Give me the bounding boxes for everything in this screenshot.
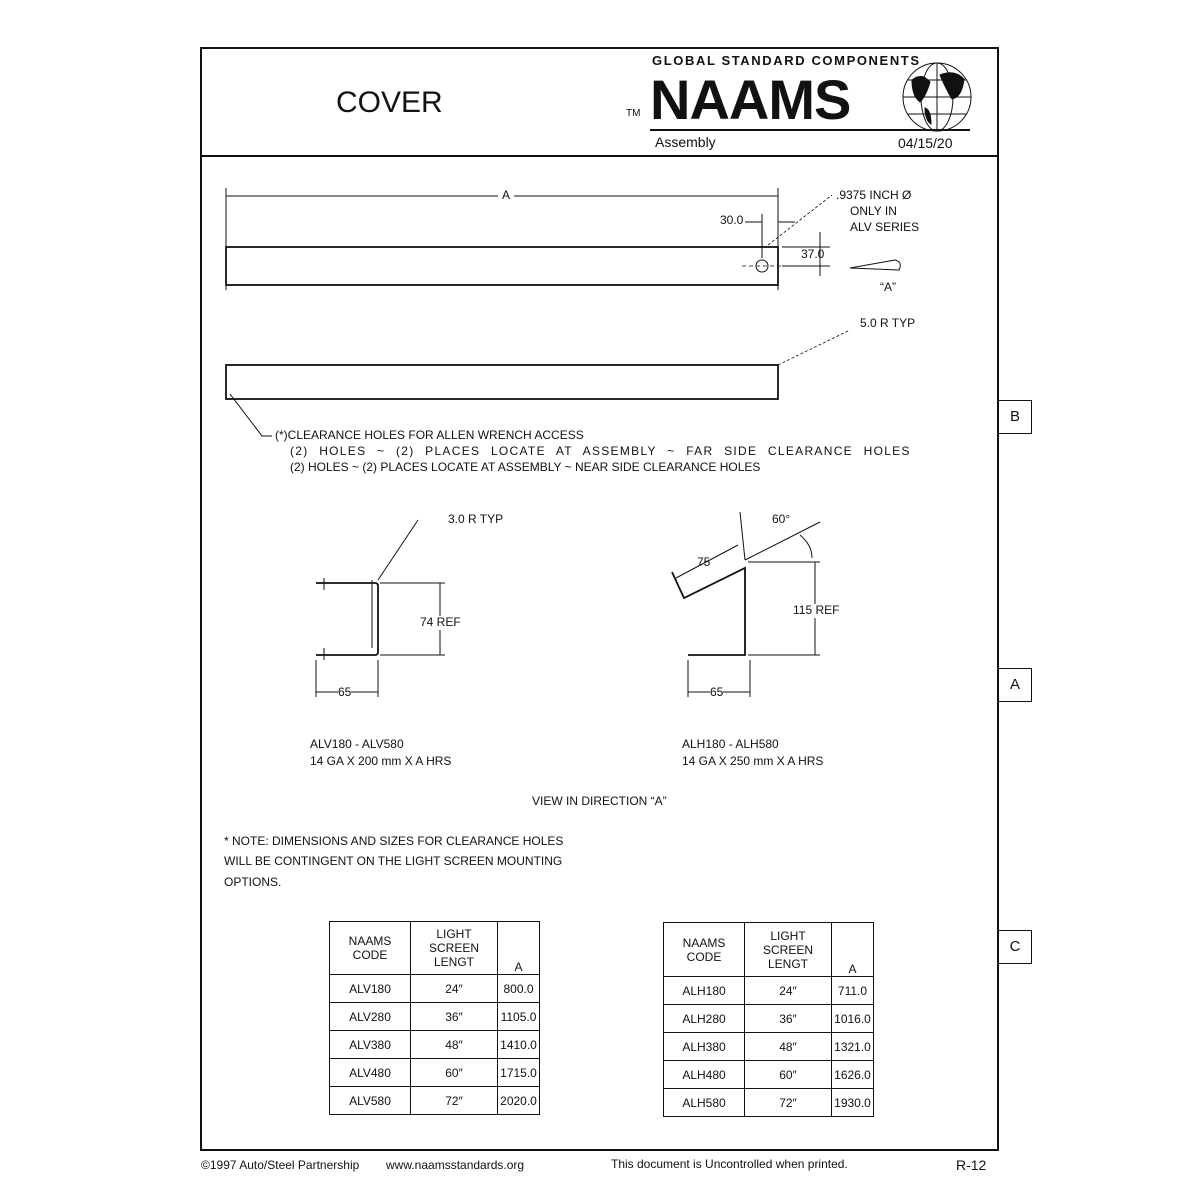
table-row [664,1033,874,1061]
header-a: A [832,923,874,977]
clearance-note-far: (2) HOLES ~ (2) PLACES LOCATE AT ASSEMBLY ~ FAR SIDE CLEARANCE HOLES [290,444,911,458]
length-cell: 72″ [411,1087,498,1115]
code-cell: ALV480 [330,1059,411,1087]
length-cell: 36″ [745,1005,832,1033]
a-cell: 1410.0 [498,1031,540,1059]
right-spec: 14 GA X 250 mm X A HRS [682,754,824,768]
clearance-note-near: (2) HOLES ~ (2) PLACES LOCATE AT ASSEMBLY ~ NEAR SIDE CLEARANCE HOLES [290,460,761,474]
trademark: TM [626,108,641,119]
a-cell: 711.0 [832,977,874,1005]
note-line-2: WILL BE CONTINGENT ON THE LIGHT SCREEN MOUNTING [224,854,563,868]
left-spec: 14 GA X 200 mm X A HRS [310,754,452,768]
a-cell: 2020.0 [498,1087,540,1115]
code-cell: ALH580 [664,1089,745,1117]
disclaimer: This document is Uncontrolled when printed. [611,1157,848,1171]
brand-logo: NAAMS [650,68,851,131]
length-cell: 60″ [411,1059,498,1087]
hole-note-2: ONLY IN [850,204,897,218]
table-row [330,1003,540,1031]
globe-icon [903,63,971,131]
hole-note-3: ALV SERIES [850,220,920,234]
header-code: NAAMS CODE [664,923,745,977]
category: Assembly [655,134,716,150]
length-cell: 24″ [411,975,498,1003]
header-length: LIGHT SCREEN LENGT [411,922,498,975]
a-cell: 1930.0 [832,1089,874,1117]
code-cell: ALV280 [330,1003,411,1031]
table-row [330,1031,540,1059]
left-radius: 3.0 R TYP [448,512,504,526]
dimension-30: 30.0 [720,213,744,227]
right-height: 115 REF [793,603,840,617]
page-number: R-12 [956,1157,987,1173]
brand-tagline: GLOBAL STANDARD COMPONENTS [652,53,921,68]
table-row [664,1061,874,1089]
left-width: 65 [338,685,352,699]
zone-marker-b: B [998,400,1032,434]
alv-table [329,921,540,1115]
dimension-a: A [498,189,514,203]
code-cell: ALV180 [330,975,411,1003]
right-width: 65 [710,685,724,699]
date: 04/15/20 [898,135,953,151]
a-cell: 1321.0 [832,1033,874,1061]
length-cell: 60″ [745,1061,832,1089]
table-row [330,1059,540,1087]
a-cell: 1626.0 [832,1061,874,1089]
right-series: ALH180 - ALH580 [682,737,779,751]
length-cell: 48″ [411,1031,498,1059]
code-cell: ALH180 [664,977,745,1005]
table-row [664,977,874,1005]
table-row [664,1089,874,1117]
dimension-37: 37.0 [801,247,825,261]
note-line-1: * NOTE: DIMENSIONS AND SIZES FOR CLEARANCE HOLES [224,834,564,848]
table-row [330,975,540,1003]
left-series: ALV180 - ALV580 [310,737,404,751]
length-cell: 72″ [745,1089,832,1117]
a-cell: 1016.0 [832,1005,874,1033]
header-length: LIGHT SCREEN LENGT [745,923,832,977]
table-row [664,1005,874,1033]
left-height: 74 REF [420,615,461,629]
a-cell: 800.0 [498,975,540,1003]
a-cell: 1715.0 [498,1059,540,1087]
alh-table [663,922,874,1117]
table-row [330,1087,540,1115]
a-cell: 1105.0 [498,1003,540,1031]
website-link[interactable]: www.naamsstandards.org [386,1158,525,1172]
code-cell: ALH380 [664,1033,745,1061]
view-a-label: “A” [880,280,896,294]
header-a: A [498,922,540,975]
length-cell: 24″ [745,977,832,1005]
right-angle: 60° [772,512,791,526]
note-line-3: OPTIONS. [224,875,282,889]
view-direction: VIEW IN DIRECTION “A” [532,794,667,808]
hole-note-1: .9375 INCH Ø [836,188,912,202]
page-title: COVER [336,86,443,119]
copyright: ©1997 Auto/Steel Partnership [201,1158,360,1172]
header-code: NAAMS CODE [330,922,411,975]
length-cell: 48″ [745,1033,832,1061]
clearance-note-title: (*)CLEARANCE HOLES FOR ALLEN WRENCH ACCESS [275,428,584,442]
radius-note: 5.0 R TYP [860,316,916,330]
code-cell: ALV380 [330,1031,411,1059]
length-cell: 36″ [411,1003,498,1031]
code-cell: ALH280 [664,1005,745,1033]
zone-marker-a: A [998,668,1032,702]
code-cell: ALH480 [664,1061,745,1089]
zone-marker-c: C [998,930,1032,964]
right-flange: 75 [697,555,711,569]
code-cell: ALV580 [330,1087,411,1115]
